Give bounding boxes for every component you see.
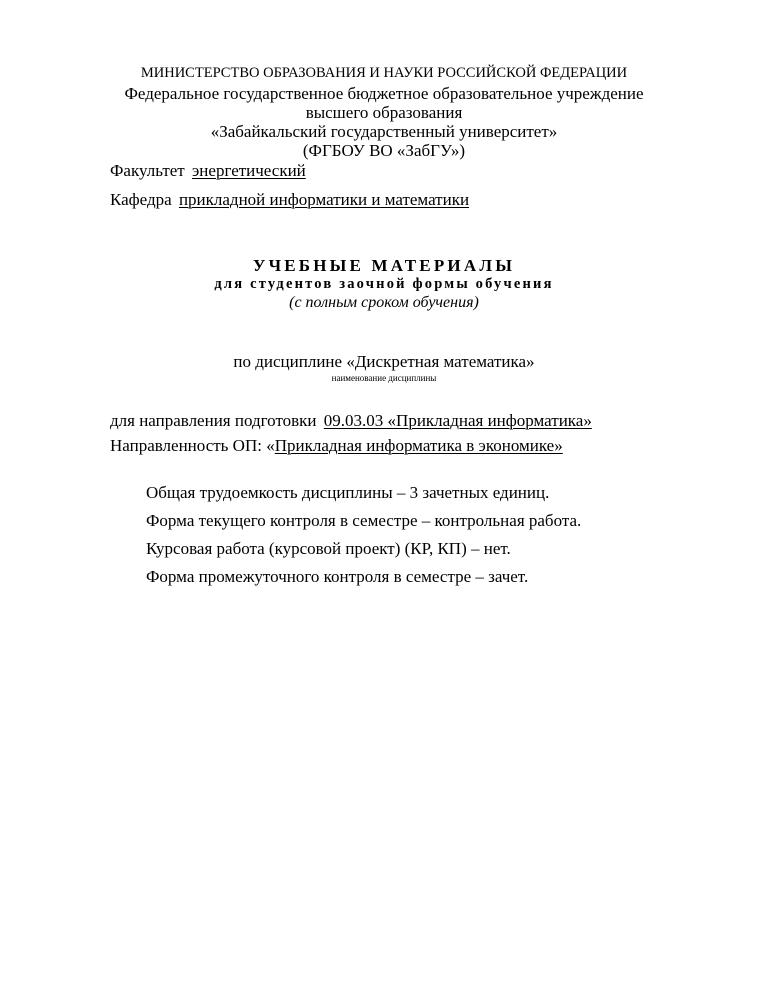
faculty-label: Факультет bbox=[110, 161, 185, 180]
document-subtitle-italic: (с полным сроком обучения) bbox=[289, 294, 479, 311]
department-value: прикладной информатики и математики bbox=[178, 190, 470, 209]
faculty-row bbox=[110, 161, 306, 181]
faculty-value: энергетический bbox=[192, 161, 306, 180]
detail-coursework: Курсовая работа (курсовой проект) (КР, КП) – нет. bbox=[146, 539, 511, 558]
discipline-line: по дисциплине «Дискретная математика» bbox=[233, 352, 535, 371]
direction-row bbox=[110, 411, 592, 431]
discipline-caption: наименование дисциплины bbox=[331, 373, 437, 383]
university-abbreviation: (ФГБОУ ВО «ЗабГУ») bbox=[302, 141, 466, 160]
institution-line-2: высшего образования bbox=[305, 103, 463, 122]
document-title: УЧЕБНЫЕ МАТЕРИАЛЫ bbox=[252, 256, 516, 275]
orientation-row bbox=[110, 436, 563, 456]
direction-value: 09.03.03 «Прикладная информатика» bbox=[323, 411, 592, 430]
document-subtitle: для студентов заочной формы обучения bbox=[214, 276, 554, 292]
department-row bbox=[110, 190, 469, 210]
university-name: «Забайкальский государственный университет» bbox=[210, 122, 558, 141]
detail-workload: Общая трудоемкость дисциплины – 3 зачетных единиц. bbox=[146, 483, 550, 502]
orientation-label: Направленность ОП: « bbox=[110, 436, 275, 455]
detail-current-control: Форма текущего контроля в семестре – контрольная работа. bbox=[146, 511, 582, 530]
detail-intermediate-control: Форма промежуточного контроля в семестре – зачет. bbox=[146, 567, 529, 586]
department-label: Кафедра bbox=[110, 190, 172, 209]
institution-line-1: Федеральное государственное бюджетное образовательное учреждение bbox=[124, 84, 644, 103]
direction-label: для направления подготовки bbox=[110, 411, 317, 430]
orientation-value: Прикладная информатика в экономике» bbox=[274, 436, 563, 455]
ministry-heading: МИНИСТЕРСТВО ОБРАЗОВАНИЯ И НАУКИ РОССИЙСКОЙ ФЕДЕРАЦИИ bbox=[140, 65, 628, 81]
